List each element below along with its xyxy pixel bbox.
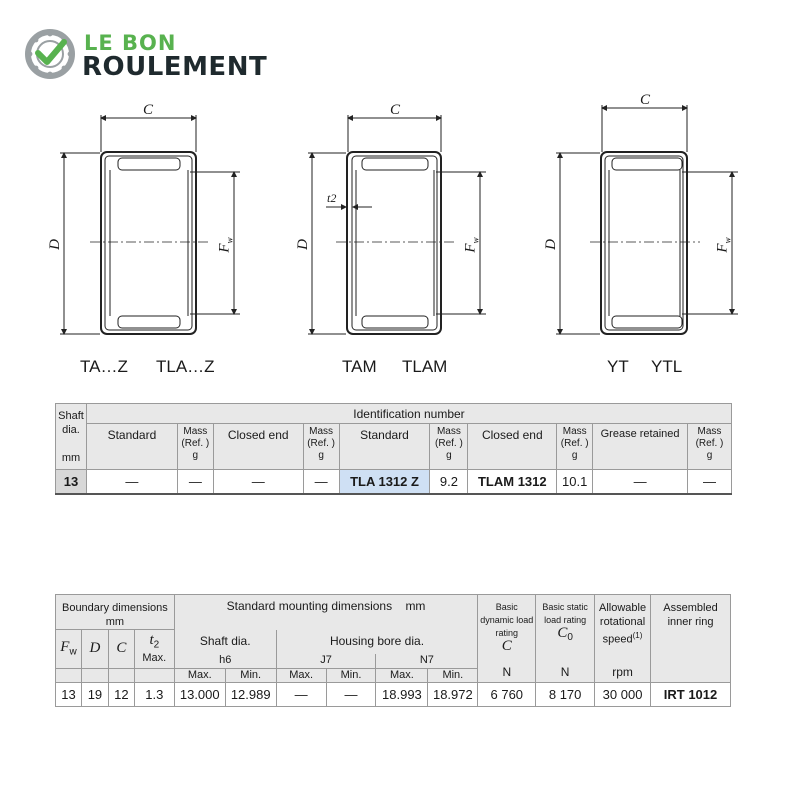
th-n7: N7 [376, 654, 478, 668]
dim-c-2: C [390, 102, 401, 118]
type-label-tlam: TLAM [402, 357, 448, 376]
cell-j7-max: — [276, 682, 326, 706]
cell-n7-max: 18.993 [376, 682, 428, 706]
th-j7-min: Min. [326, 668, 376, 682]
brand-logo [22, 28, 312, 84]
dim-fw-2: $F_w$ [462, 237, 481, 253]
dim-c-1: C [143, 102, 154, 118]
type-label-ytl: YTL [651, 357, 683, 376]
th-blank [108, 668, 134, 682]
type-label-yt: YT [607, 357, 629, 376]
cell-speed: 30 000 [595, 682, 651, 706]
th-t2: $t_2$ Max. [134, 630, 174, 669]
th-closed-end-2: Closed end [468, 424, 557, 470]
cell: — [303, 470, 339, 494]
cell-shaft: 13 [56, 470, 87, 494]
th-blank [134, 668, 174, 682]
th-n7-min: Min. [428, 668, 478, 682]
dyn-load-header: Basic dynamic load rating C [478, 595, 536, 655]
cell-closed-part: TLAM 1312 [468, 470, 557, 494]
th-stat-unit: N [536, 654, 595, 682]
cell: — [687, 470, 731, 494]
drawing-yt [556, 105, 738, 334]
th-blank [56, 668, 82, 682]
th-shaft-max: Max. [174, 668, 225, 682]
bearing-drawings [0, 90, 800, 390]
cell-shaft-min: 12.989 [225, 682, 276, 706]
cell-standard-mass: 9.2 [430, 470, 468, 494]
cell-shaft-max: 13.000 [174, 682, 225, 706]
shaft-dia-header: Shaft dia. mm [56, 404, 87, 470]
dim-d-3: D [542, 239, 559, 250]
th-standard-2: Standard [339, 424, 430, 470]
cell-standard-part: TLA 1312 Z [339, 470, 430, 494]
th-blank [81, 668, 108, 682]
dim-d-1: D [46, 239, 63, 250]
cell: — [177, 470, 213, 494]
drawing-tam [308, 115, 486, 334]
th-closed-end-1: Closed end [213, 424, 303, 470]
static-load-header: Basic static load rating $C_0$ [536, 595, 595, 655]
allowable-speed-header: Allowable rotational speed$^{(1)}$ [595, 595, 651, 655]
type-label-tla-z: TLA…Z [156, 357, 215, 376]
logo-line1: LE BON [84, 31, 177, 55]
cell-c: 12 [108, 682, 134, 706]
dim-c-3: C [640, 92, 651, 108]
th-housing-bore: Housing bore dia. [276, 630, 478, 655]
th-shaft-dia: Shaft dia. [174, 630, 276, 655]
cell-stat: 8 170 [536, 682, 595, 706]
logo-line2: ROULEMENT [82, 52, 268, 82]
bearing-check-icon [24, 28, 76, 80]
th-mass-2: Mass (Ref. ) g [303, 424, 339, 470]
th-mass-5: Mass (Ref. ) g [687, 424, 731, 470]
assembled-inner-ring-header: Assembled inner ring [651, 595, 731, 655]
th-fw: $F_w$ [56, 630, 82, 669]
th-h6: h6 [174, 654, 276, 668]
type-label-ta-z: TA…Z [80, 357, 128, 376]
cell: — [213, 470, 303, 494]
drawing-ta-z [60, 115, 240, 334]
th-dyn-unit: N [478, 654, 536, 682]
th-d: D [81, 630, 108, 669]
dim-fw-3: $F_w$ [714, 237, 733, 253]
th-shaft-min: Min. [225, 668, 276, 682]
th-n7-max: Max. [376, 668, 428, 682]
mounting-dims-header: Standard mounting dimensions mm [174, 595, 478, 630]
dim-fw-1: $F_w$ [216, 237, 235, 253]
cell-j7-min: — [326, 682, 376, 706]
table-row [56, 682, 731, 706]
cell-n7-min: 18.972 [428, 682, 478, 706]
table-row [56, 470, 732, 494]
type-label-tam: TAM [342, 357, 377, 376]
identification-header: Identification number [86, 404, 731, 424]
th-mass-4: Mass (Ref. ) g [557, 424, 593, 470]
cell: — [86, 470, 177, 494]
th-mass-3: Mass (Ref. ) g [430, 424, 468, 470]
th-grease-retained: Grease retained [593, 424, 688, 470]
cell-closed-mass: 10.1 [557, 470, 593, 494]
th-ring-blank [651, 654, 731, 682]
cell-dyn: 6 760 [478, 682, 536, 706]
cell-t2: 1.3 [134, 682, 174, 706]
th-j7: J7 [276, 654, 376, 668]
th-standard-1: Standard [86, 424, 177, 470]
cell-fw: 13 [56, 682, 82, 706]
identification-table [55, 403, 732, 495]
dim-t2: t2 [327, 191, 337, 205]
th-mass-1: Mass (Ref. ) g [177, 424, 213, 470]
th-c: C [108, 630, 134, 669]
cell: — [593, 470, 688, 494]
dim-d-2: D [294, 239, 311, 250]
boundary-dims-header: Boundary dimensions mm [56, 595, 175, 630]
dimensions-table [55, 594, 731, 707]
th-j7-max: Max. [276, 668, 326, 682]
technical-drawings-svg [0, 90, 800, 390]
th-speed-unit: rpm [595, 654, 651, 682]
cell-inner-ring: IRT 1012 [651, 682, 731, 706]
cell-d: 19 [81, 682, 108, 706]
